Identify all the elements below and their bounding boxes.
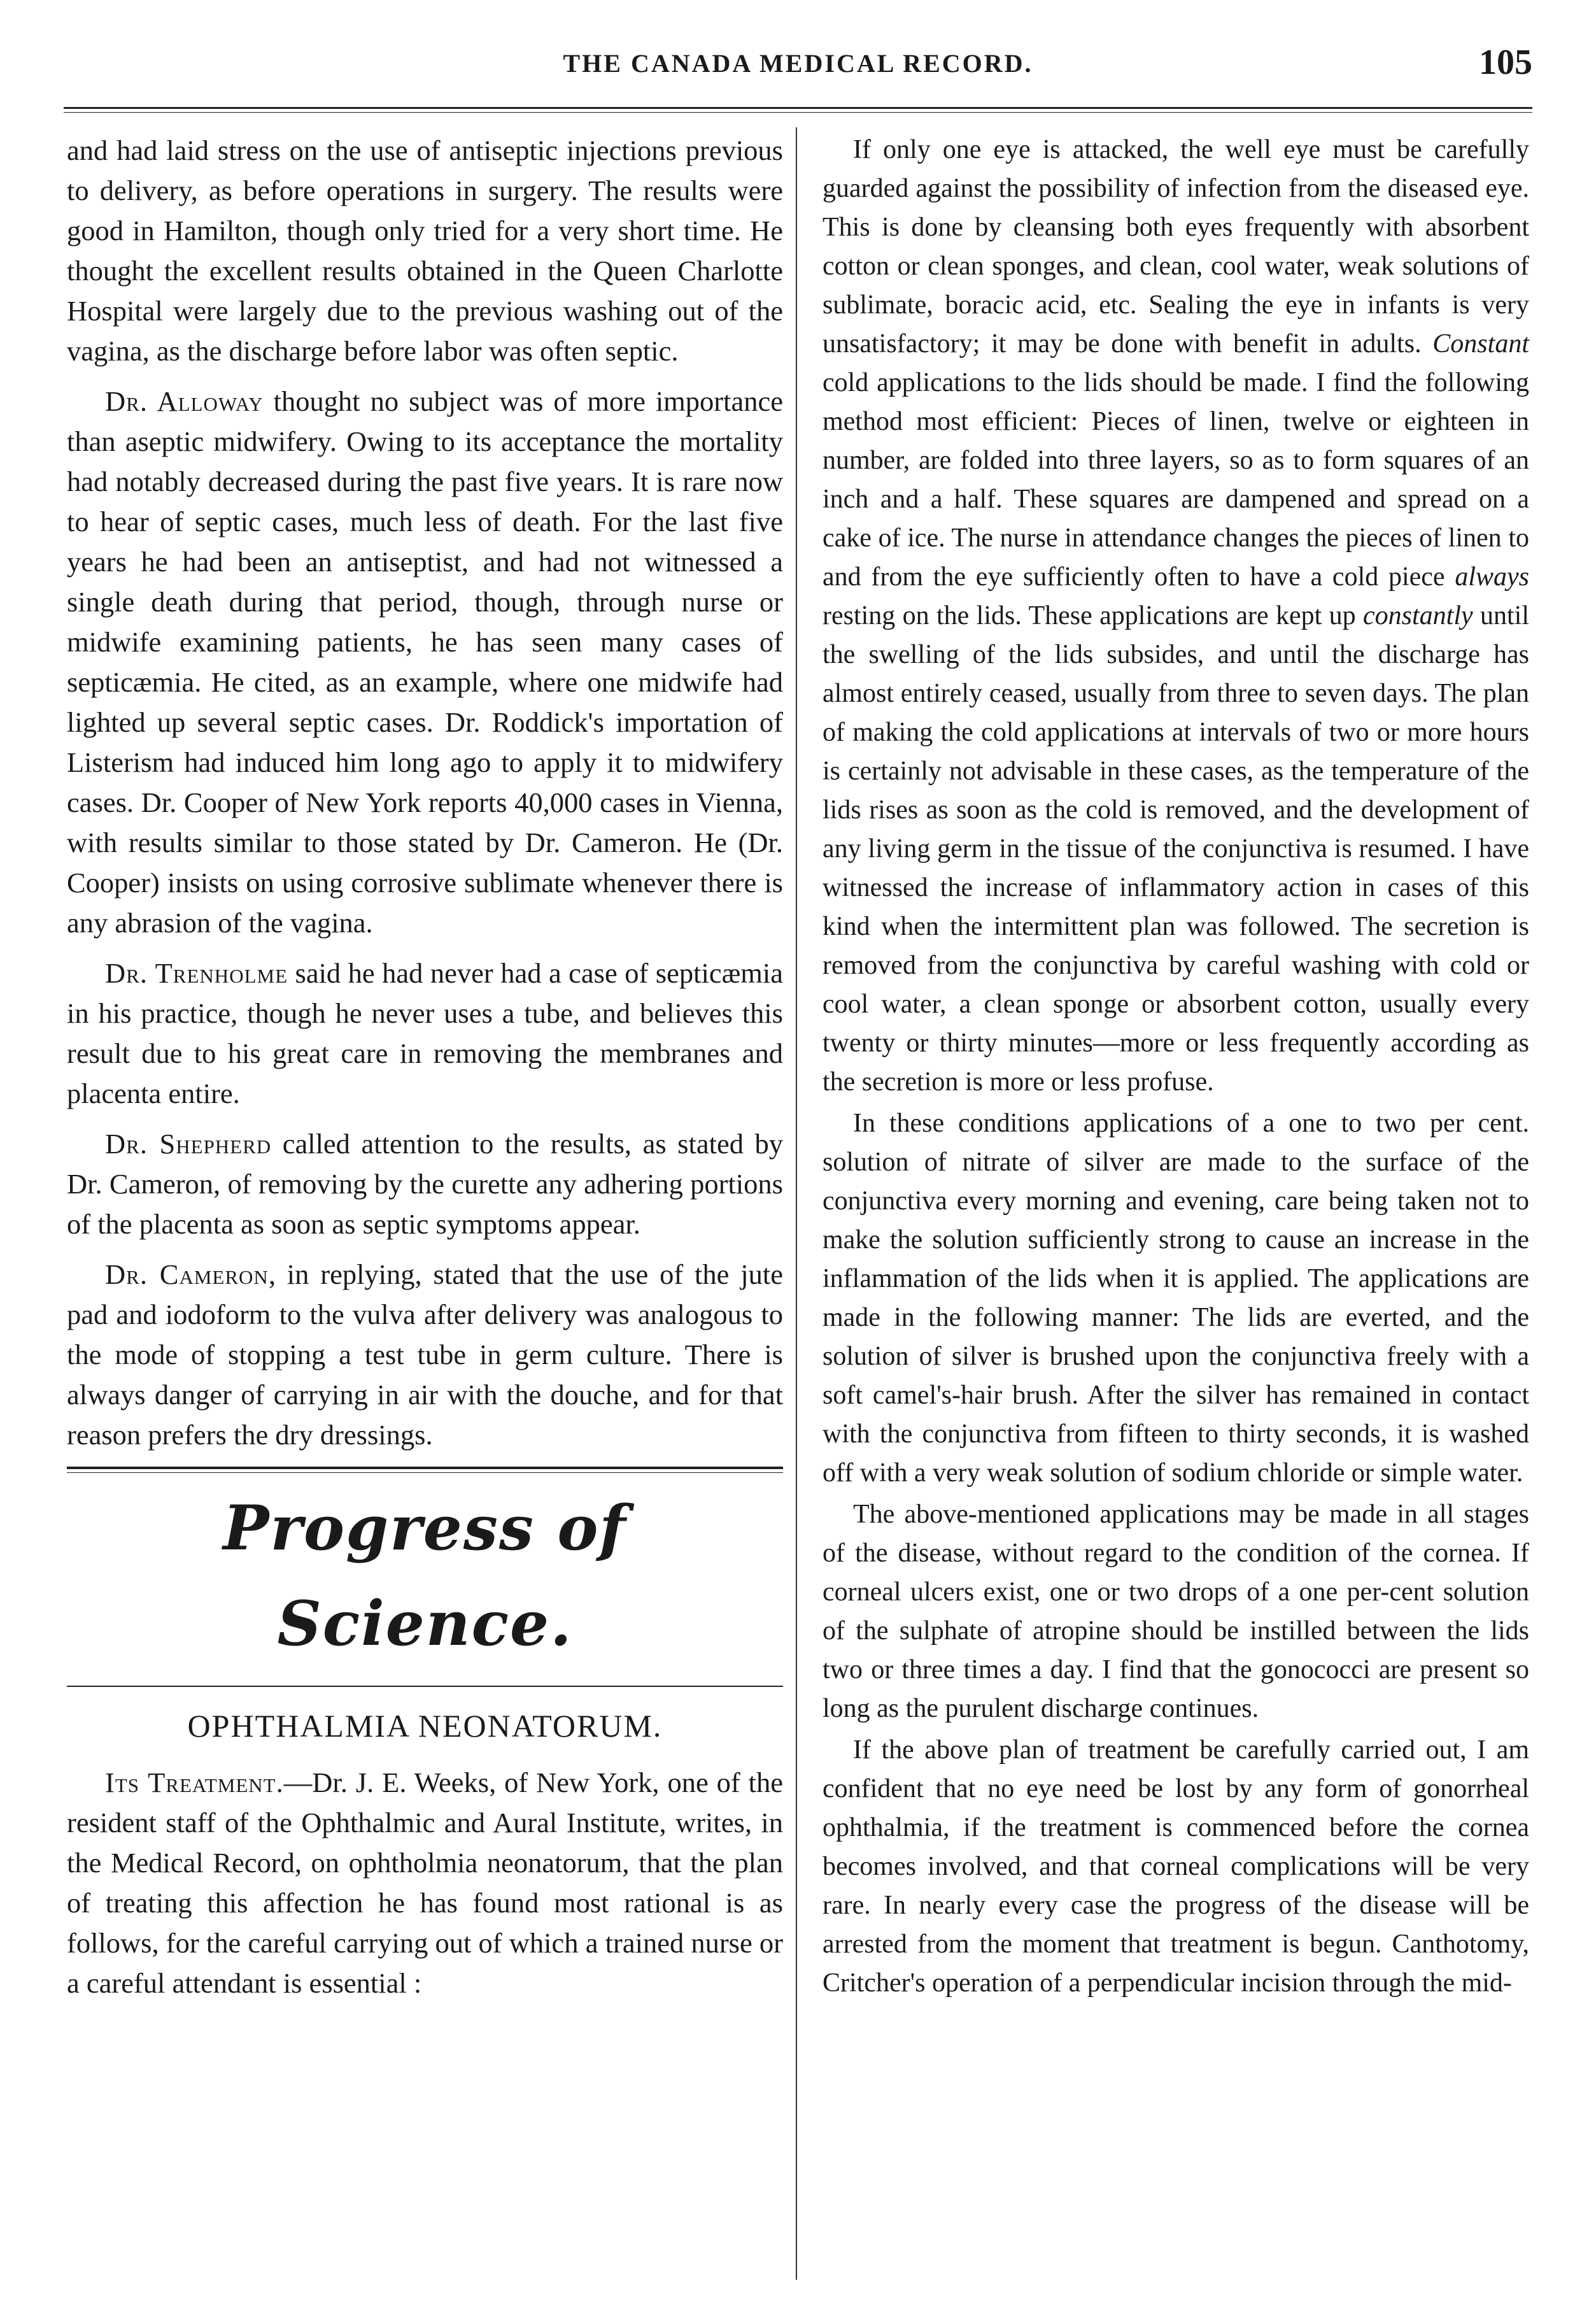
speaker-name: Dr. Cameron xyxy=(105,1258,269,1290)
paragraph xyxy=(67,131,783,371)
running-title: THE CANADA MEDICAL RECORD. xyxy=(563,49,1033,78)
section-rule-top xyxy=(67,1467,783,1473)
paragraph xyxy=(67,953,783,1114)
paragraph xyxy=(823,1495,1529,1728)
paragraph-text: —Dr. J. E. Weeks, of New York, one of the resident staff of the Ophthalmic and Aural Institute, writes, in the Medical Record, on ophtholmia neonatorum, that the plan of treating this affection he has found most rational is as follows, for the careful carrying out of which a trained nurse or a careful attendant is essential : xyxy=(67,1767,783,1999)
paragraph-text: resting on the lids. These applications are kept up xyxy=(823,601,1363,630)
speaker-name: Dr. Trenholme xyxy=(105,957,288,989)
column-divider xyxy=(796,127,797,2280)
paragraph-text: The above-mentioned applications may be made in all stages of the disease, without regard to the condition of the cornea. If corneal ulcers exist, one or two drops of a one per-cent solution of the sulphate of atropine should be instilled between the lids two or three times a day. I find that the gonococci are present so long as the purulent discharge continues. xyxy=(823,1500,1529,1723)
paragraph xyxy=(823,1731,1529,2003)
paragraph xyxy=(823,131,1529,1102)
paragraph xyxy=(67,1255,783,1455)
paragraph-text: If only one eye is attacked, the well eye must be carefully guarded against the possibility of infection from the diseased eye. This is done by cleansing both eyes frequently with absorbent cotton or clean sponges, and clean, cool water, weak solutions of sublimate, boracic acid, etc. Sealing the eye in infants is very unsatisfactory; it may be done with benefit in adults. xyxy=(823,135,1529,359)
paragraph xyxy=(67,1124,783,1244)
emphasis: Constant xyxy=(1432,329,1529,359)
paragraph-text: called attention to the results, as stated by Dr. Cameron, of removing by the curette any adhering portions of the placenta as soon as septic symptoms appear. xyxy=(67,1128,783,1240)
speaker-name: Dr. Alloway xyxy=(105,385,264,417)
paragraph-text: In these conditions applications of a one to two per cent. solution of nitrate of silver are made to the surface of the conjunctiva every morning and evening, care being taken not to make the solution sufficiently strong to cause an increase in the inflammation of the lids when it is applied. The applications are made in the following manner: The lids are everted, and the solution of silver is brushed upon the conjunctiva freely with a soft camel's-hair brush. After the silver has remained in contact with the conjunctiva from fifteen to thirty seconds, it is washed off with a very weak solution of sodium chloride or simple water. xyxy=(823,1109,1529,1488)
section-rule-bottom xyxy=(67,1686,783,1687)
lead-in: Its Treatment. xyxy=(105,1767,284,1798)
paragraph-text: thought no subject was of more importance than aseptic midwifery. Owing to its acceptance the mortality had notably decreased during the past five years. It is rare now to hear of septic cases, much less of death. For the last five years he had been an antiseptist, and had not witnessed a single death during that period, though, through nurse or midwife examining patients, he has seen many cases of septicæmia. He cited, as an example, where one midwife had lighted up several septic cases. Dr. Roddick's importation of Listerism had induced him long ago to apply it to midwifery cases. Dr. Cooper of New York reports 40,000 cases in Vienna, with results similar to those stated by Dr. Cameron. He (Dr. Cooper) insists on using corrosive sublimate whenever there is any abrasion of the vagina. xyxy=(67,385,783,939)
paragraph xyxy=(67,1763,783,2003)
running-head xyxy=(64,38,1532,89)
paragraph-text: until the swelling of the lids subsides, and until the discharge has almost entirely ceased, usually from three to seven days. The plan of making the cold applications at intervals of two or more hours is certainly not advisable in these cases, as the temperature of the lids rises as soon as the cold is removed, and the development of any living germ in the tissue of the conjunctiva is resumed. I have witnessed the increase of inflammatory action in cases of this kind when the intermittent plan was followed. The secretion is removed from the conjunctiva by careful washing with cold or cool water, a clean sponge or absorbent cotton, usually every twenty or thirty minutes—more or less frequently according as the secretion is more or less profuse. xyxy=(823,601,1529,1097)
right-column xyxy=(823,131,1529,2005)
emphasis: constantly xyxy=(1363,601,1473,630)
header-rule xyxy=(64,107,1532,113)
paragraph-text: said he had never had a case of septicæmia in his practice, though he never uses a tube, and believes this result due to his great care in removing the membranes and placenta entire. xyxy=(67,957,783,1109)
paragraph-text: cold applications to the lids should be made. I find the following method most efficient: Pieces of linen, twelve or eighteen in number, are folded into three layers, so as to form squares of an inch and a half. These squares are dampened and spread on a cake of ice. The nurse in attendance changes the pieces of linen to and from the eye sufficiently often to have a cold piece xyxy=(823,368,1529,592)
article-title: OPHTHALMIA NEONATORUM. xyxy=(187,1708,663,1744)
emphasis: always xyxy=(1455,562,1529,592)
paragraph-text: , in replying, stated that the use of the jute pad and iodoform to the vulva after delivery was analogous to the mode of stopping a test tube in germ culture. There is always danger of carrying in air with the douche, and for that reason prefers the dry dressings. xyxy=(67,1258,783,1451)
paragraph xyxy=(823,1104,1529,1493)
paragraph-text: If the above plan of treatment be carefully carried out, I am confident that no eye need be lost by any form of gonorrheal ophthalmia, if the treatment is commenced before the cornea becomes involved, and that corneal complications will be very rare. In nearly every case the progress of the disease will be arrested from the moment that treatment is begun. Canthotomy, Critcher's operation of a perpendicular incision through the mid- xyxy=(823,1735,1529,1998)
speaker-name: Dr. Shepherd xyxy=(105,1128,272,1160)
section-title: Progress of Science. xyxy=(223,1492,627,1660)
page-number: 105 xyxy=(1479,43,1532,82)
left-column xyxy=(67,131,783,2014)
paragraph-text: and had laid stress on the use of antiseptic injections previous to delivery, as before operations in surgery. The results were good in Hamilton, though only tried for a very short time. He thought the excellent results obtained in the Queen Charlotte Hospital were largely due to the previous washing out of the vagina, as the discharge before labor was often septic. xyxy=(67,134,783,367)
paragraph xyxy=(67,381,783,943)
